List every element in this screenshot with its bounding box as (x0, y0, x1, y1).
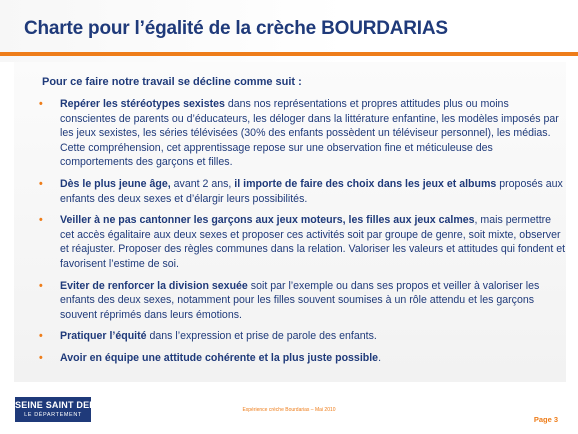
bullet-list (36, 97, 566, 373)
bullet-text: dans l’expression et prise de parole des enfants. (146, 330, 377, 343)
bullet-bold: Dès le plus jeune âge, (60, 177, 171, 190)
bullet-text: avant 2 ans, (170, 177, 235, 190)
bullet-item-jeune-age (36, 177, 566, 206)
bullet-icon: • (39, 98, 43, 110)
bullet-bold: Eviter de renforcer la division sexuée (60, 279, 248, 292)
bullet-text: proposés aux enfants des deux sexes et d’élargir leurs possibilités. (60, 177, 563, 205)
bullet-bold: il importe de faire des choix dans les jeux et albums (234, 177, 497, 190)
page-number: Page 3 (533, 415, 558, 424)
bullet-text: soit par l’exemple ou dans ses propos et veiller à valoriser les enfants des deux sexes, notamment pour les filles souvent soumises à un rôle attendu et les garçons souvent réprimés dans leurs émotions. (60, 279, 540, 321)
slide-title: Charte pour l’égalité de la crèche BOURDARIAS (24, 18, 448, 39)
bullet-bold: Pratiquer l’équité (60, 330, 147, 343)
logo-title: SEINE SAINT DENIS (15, 400, 105, 410)
bullet-item-division (36, 279, 566, 323)
title-underline (0, 52, 578, 56)
bullet-icon: • (39, 351, 43, 364)
bullet-text: dans nos représentations et propres attitudes plus ou moins conscientes de parents ou d’éducateurs, les déloger dans la littérature enfantine, les modèles imposés par les jeux sexistes, les séries télévisées (30% des enfants possèdent un téléviseur personnel), les médias. Cette compréhension, cet apprentissage repose sur une observation fine et méticuleuse des comportements des garçons et filles. (60, 98, 559, 169)
bullet-item-equite (36, 329, 566, 344)
intro-text: Pour ce faire notre travail se décline comme suit : (42, 76, 302, 88)
bullet-text: . (378, 351, 382, 364)
bullet-item-equipe (36, 351, 566, 366)
bullet-icon: • (39, 279, 43, 292)
bullet-bold: Repérer les stéréotypes sexistes (60, 98, 225, 110)
bullet-icon: • (39, 177, 43, 190)
footer-caption: Expérience crèche Bourdarias – Mai 2010 (242, 407, 336, 413)
bullet-bold: Avoir en équipe une attitude cohérente et la plus juste possible (60, 351, 379, 364)
bullet-item-stereotypes (36, 97, 566, 170)
bullet-bold: Veiller à ne pas cantonner les garçons aux jeux moteurs, les filles aux jeux calmes (60, 214, 475, 227)
bullet-item-jeux (36, 213, 566, 271)
logo-subtitle: LE DÉPARTEMENT (24, 412, 82, 418)
bullet-icon: • (39, 214, 43, 227)
bullet-icon: • (39, 330, 43, 343)
bullet-text: , mais permettre cet accès égalitaire aux deux sexes et proposer ces activités soit par groupe de genre, soit mixte, observer et réajuster. Proposer des règles communes dans la relation. Valoriser les valeurs et attitudes qui fondent et favorisent l’estime de soi. (60, 214, 566, 270)
